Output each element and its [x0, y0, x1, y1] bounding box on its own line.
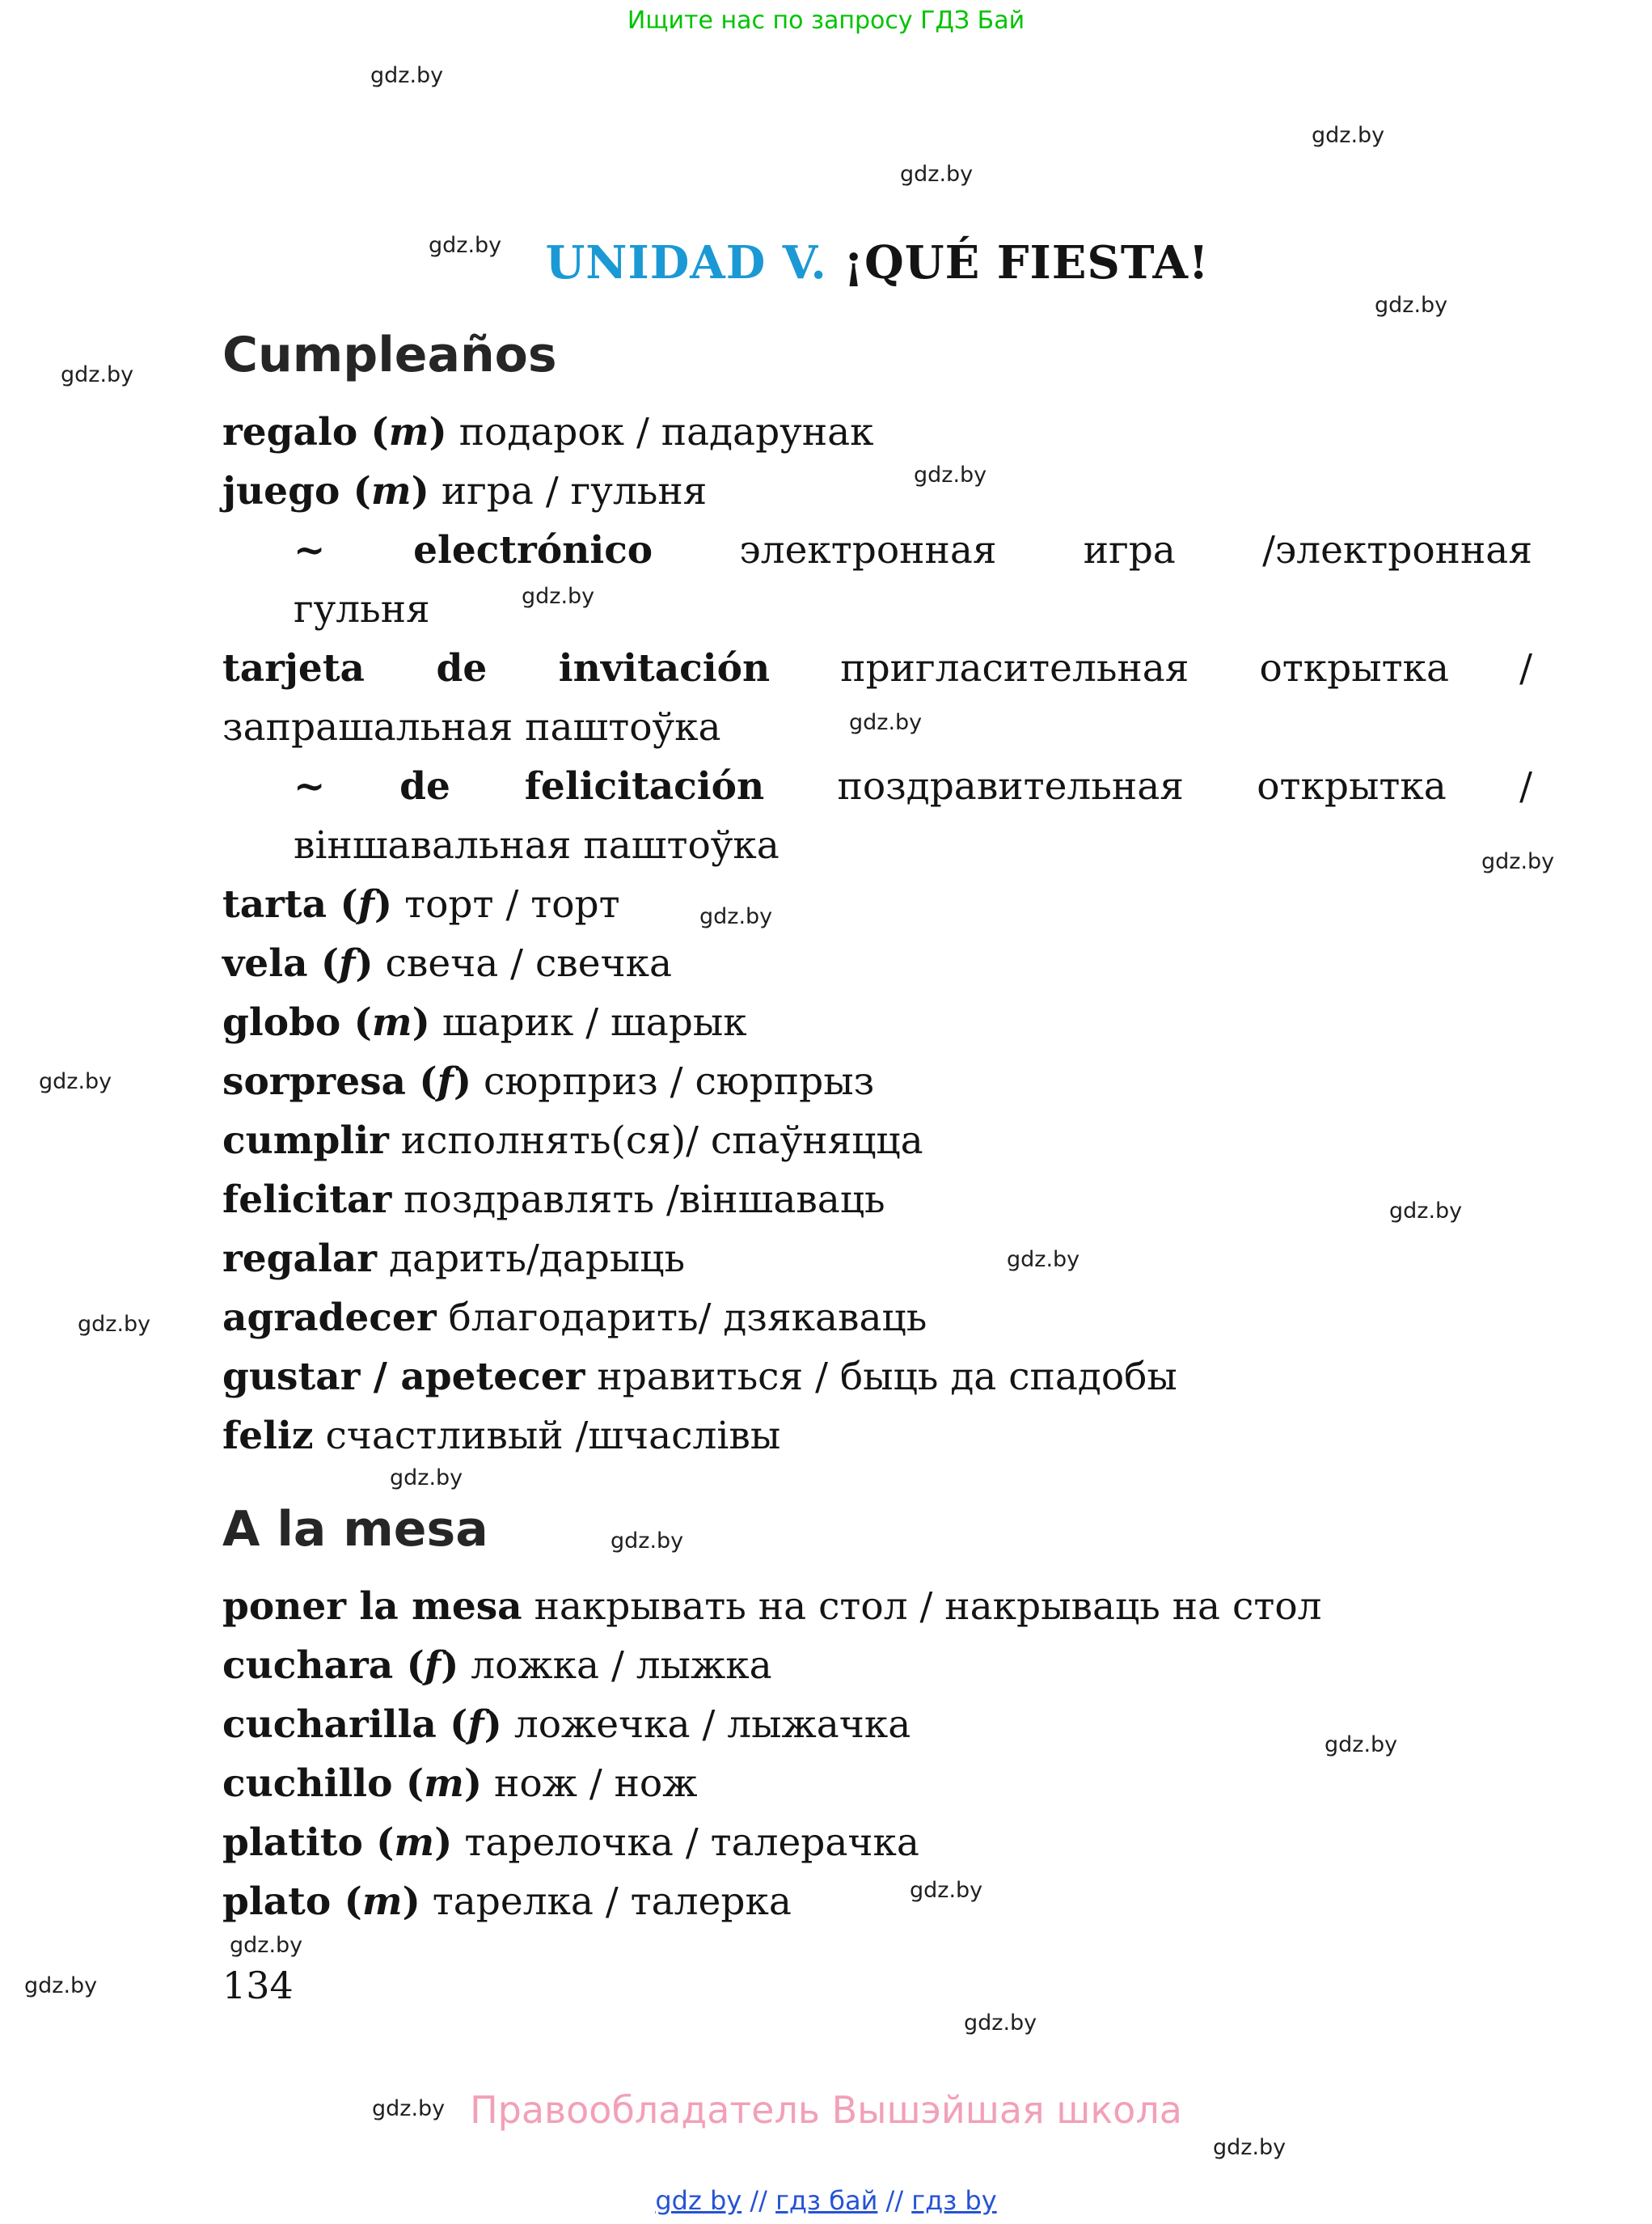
- gdz-watermark: gdz.by: [1325, 1732, 1398, 1757]
- gender-marker: f: [357, 882, 374, 927]
- translation-text: нравиться / быць да спадобы: [585, 1355, 1177, 1399]
- vocab-entry: [222, 993, 1532, 1052]
- spanish-term: agradecer: [222, 1296, 437, 1340]
- gdz-watermark: gdz.by: [849, 710, 923, 735]
- translation-text: пригласительная открытка /: [770, 646, 1532, 691]
- gender-close-paren: ): [411, 469, 429, 514]
- unit-label: UNIDAD V.: [545, 236, 827, 290]
- vocab-entry-line: [222, 993, 1532, 1052]
- translation-text: сюрприз / сюрпрыз: [471, 1059, 875, 1104]
- page-number: 134: [222, 1964, 294, 2007]
- spanish-term: poner la mesa: [222, 1584, 522, 1629]
- gender-close-paren: ): [463, 1761, 483, 1806]
- top-notice: Ищите нас по запросу ГДЗ Бай: [627, 6, 1025, 35]
- gender-close-paren: ): [484, 1702, 502, 1747]
- translation-text: благодарить/ дзякаваць: [436, 1296, 927, 1340]
- gender-marker: f: [437, 1059, 454, 1104]
- gdz-watermark: gdz.by: [61, 362, 134, 387]
- gdz-watermark: gdz.by: [24, 1973, 98, 1998]
- vocab-entry-line: [222, 1288, 1532, 1347]
- gdz-watermark: gdz.by: [39, 1069, 112, 1094]
- vocab-entry: [222, 521, 1532, 639]
- spanish-term: cumplir: [222, 1118, 389, 1163]
- vocab-entry-line: [222, 1636, 1532, 1695]
- vocab-entry-line: [222, 639, 1532, 698]
- gdz-watermark: gdz.by: [522, 584, 595, 609]
- vocab-entry-line: [222, 1111, 1532, 1170]
- vocab-entry-line: [222, 1754, 1532, 1813]
- spanish-term: juego (: [222, 469, 371, 514]
- vocab-entry: [222, 1052, 1532, 1111]
- gender-close-paren: ): [374, 882, 393, 927]
- translation-text: исполнять(ся)/ спаўняцца: [388, 1118, 923, 1163]
- page-content: [222, 235, 1532, 2007]
- footer-link-separator: //: [741, 2185, 776, 2216]
- spanish-term: globo (: [222, 1000, 372, 1045]
- gdz-watermark: gdz.by: [429, 233, 502, 258]
- spanish-term: ~ electrónico: [294, 528, 653, 573]
- gdz-watermark: gdz.by: [370, 63, 444, 88]
- vocab-entry: [222, 1636, 1532, 1695]
- vocab-entry-line: [222, 1052, 1532, 1111]
- translation-text: счастливый /шчаслівы: [313, 1414, 781, 1458]
- vocab-entry: [222, 1229, 1532, 1288]
- footer-links: [0, 2185, 1652, 2216]
- vocab-entry: [222, 757, 1532, 875]
- spanish-term: tarjeta de invitación: [222, 646, 771, 691]
- gdz-watermark: gdz.by: [611, 1528, 684, 1554]
- gdz-watermark: gdz.by: [914, 463, 987, 488]
- vocab-entry-line: [222, 875, 1532, 934]
- gender-close-paren: ): [355, 941, 374, 986]
- vocab-entry: [222, 462, 1532, 521]
- spanish-term: cuchillo (: [222, 1761, 425, 1806]
- gdz-watermark: gdz.by: [1312, 123, 1385, 148]
- gender-close-paren: ): [453, 1059, 472, 1104]
- spanish-term: ~ de felicitación: [294, 764, 765, 809]
- translation-continuation: запрашальная паштоўка: [222, 705, 721, 750]
- gdz-watermark: gdz.by: [699, 904, 773, 929]
- vocab-entry: [222, 1695, 1532, 1754]
- translation-text: игра / гульня: [429, 469, 708, 514]
- vocab-entry-line: [222, 462, 1532, 521]
- gender-marker: m: [394, 1820, 435, 1865]
- gdz-watermark: gdz.by: [1213, 2135, 1287, 2160]
- gender-marker: m: [371, 1000, 412, 1045]
- gender-marker: m: [424, 1761, 464, 1806]
- spanish-term: regalar: [222, 1237, 378, 1281]
- vocab-entry: [222, 1347, 1532, 1406]
- translation-text: ложечка / лыжачка: [501, 1702, 911, 1747]
- vocab-entry-line: [222, 1406, 1532, 1465]
- gender-marker: m: [388, 410, 429, 455]
- vocab-entry-line: [222, 1229, 1532, 1288]
- vocab-entry-line: [222, 1872, 1532, 1931]
- vocab-entry-line: [222, 1170, 1532, 1229]
- vocab-entry-line: [222, 1813, 1532, 1872]
- spanish-term: tarta (: [222, 882, 358, 927]
- gender-marker: f: [424, 1643, 442, 1688]
- gender-marker: f: [339, 941, 356, 986]
- section-heading: Cumpleaños: [222, 327, 557, 383]
- gdz-watermark: gdz.by: [900, 162, 974, 187]
- translation-text: торт / торт: [392, 882, 620, 927]
- gdz-watermark: gdz.by: [964, 2010, 1037, 2036]
- gender-marker: m: [361, 1879, 403, 1924]
- section-heading: A la mesa: [222, 1501, 488, 1558]
- page-title: [222, 235, 1532, 291]
- title-rest: ¡QUÉ FIESTA!: [826, 236, 1210, 290]
- vocab-entry-line: [222, 1347, 1532, 1406]
- translation-text: накрывать на стол / накрываць на стол: [522, 1584, 1322, 1629]
- vocab-entry: [222, 639, 1532, 757]
- spanish-term: platito (: [222, 1820, 395, 1865]
- gdz-watermark: gdz.by: [230, 1933, 303, 1958]
- footer-link-separator: //: [877, 2185, 912, 2216]
- gdz-watermark: gdz.by: [372, 2096, 446, 2121]
- vocab-sections: [222, 328, 1532, 1931]
- spanish-term: cuchara (: [222, 1643, 425, 1688]
- spanish-term: feliz: [222, 1414, 314, 1458]
- translation-text: дарить/дарыць: [377, 1237, 686, 1281]
- vocab-entry: [222, 1406, 1532, 1465]
- vocab-entry: [222, 934, 1532, 993]
- vocab-entry-line: [294, 757, 1532, 816]
- vocab-entry-line: [294, 521, 1532, 580]
- spanish-term: plato (: [222, 1879, 362, 1924]
- spanish-term: gustar / apetecer: [222, 1355, 585, 1399]
- translation-text: подарок / падарунак: [446, 410, 874, 455]
- vocab-entry-line: [222, 403, 1532, 462]
- footer-link[interactable]: гдз бай: [775, 2185, 878, 2216]
- vocab-entry: [222, 1754, 1532, 1813]
- copyright-line: Правообладатель Вышэйшая школа: [470, 2088, 1182, 2132]
- vocab-entry: [222, 1111, 1532, 1170]
- translation-text: электронная игра /электронная: [653, 528, 1532, 573]
- translation-text: ложка / лыжка: [458, 1643, 772, 1688]
- footer-link[interactable]: гдз by: [911, 2185, 997, 2216]
- gender-close-paren: ): [402, 1879, 420, 1924]
- vocab-entry: [222, 1288, 1532, 1347]
- vocab-entry: [222, 1813, 1532, 1872]
- translation-continuation: віншавальная паштоўка: [294, 823, 780, 868]
- footer-link[interactable]: gdz by: [655, 2185, 742, 2216]
- spanish-term: vela (: [222, 941, 340, 986]
- vocab-entry-line: [222, 1695, 1532, 1754]
- gdz-watermark: gdz.by: [910, 1878, 983, 1903]
- gdz-watermark: gdz.by: [1375, 293, 1448, 318]
- translation-text: шарик / шарык: [429, 1000, 747, 1045]
- spanish-term: cucharilla (: [222, 1702, 468, 1747]
- translation-continuation: гульня: [294, 587, 430, 632]
- vocab-entry: [222, 875, 1532, 934]
- gender-close-paren: ): [434, 1820, 453, 1865]
- gender-marker: m: [370, 469, 412, 514]
- gender-close-paren: ): [429, 410, 447, 455]
- vocab-entry: [222, 403, 1532, 462]
- gdz-watermark: gdz.by: [1481, 849, 1555, 874]
- vocab-entry-line: [222, 1577, 1532, 1636]
- translation-text: поздравительная открытка /: [764, 764, 1532, 809]
- translation-text: поздравлять /віншаваць: [391, 1178, 885, 1222]
- gdz-watermark: gdz.by: [1007, 1247, 1080, 1272]
- gender-marker: f: [467, 1702, 484, 1747]
- gender-close-paren: ): [412, 1000, 430, 1045]
- translation-text: тарелочка / талерачка: [452, 1820, 919, 1865]
- translation-text: свеча / свечка: [373, 941, 673, 986]
- gdz-watermark: gdz.by: [390, 1465, 463, 1490]
- spanish-term: sorpresa (: [222, 1059, 437, 1104]
- vocab-entry-line: [222, 934, 1532, 993]
- gdz-watermark: gdz.by: [1389, 1199, 1463, 1224]
- vocab-entry: [222, 1577, 1532, 1636]
- gdz-watermark: gdz.by: [78, 1312, 151, 1337]
- gender-close-paren: ): [441, 1643, 459, 1688]
- spanish-term: felicitar: [222, 1178, 392, 1222]
- spanish-term: regalo (: [222, 410, 389, 455]
- translation-text: нож / нож: [482, 1761, 698, 1806]
- translation-text: тарелка / талерка: [420, 1879, 792, 1924]
- vocab-entry: [222, 1170, 1532, 1229]
- vocab-entry: [222, 1872, 1532, 1931]
